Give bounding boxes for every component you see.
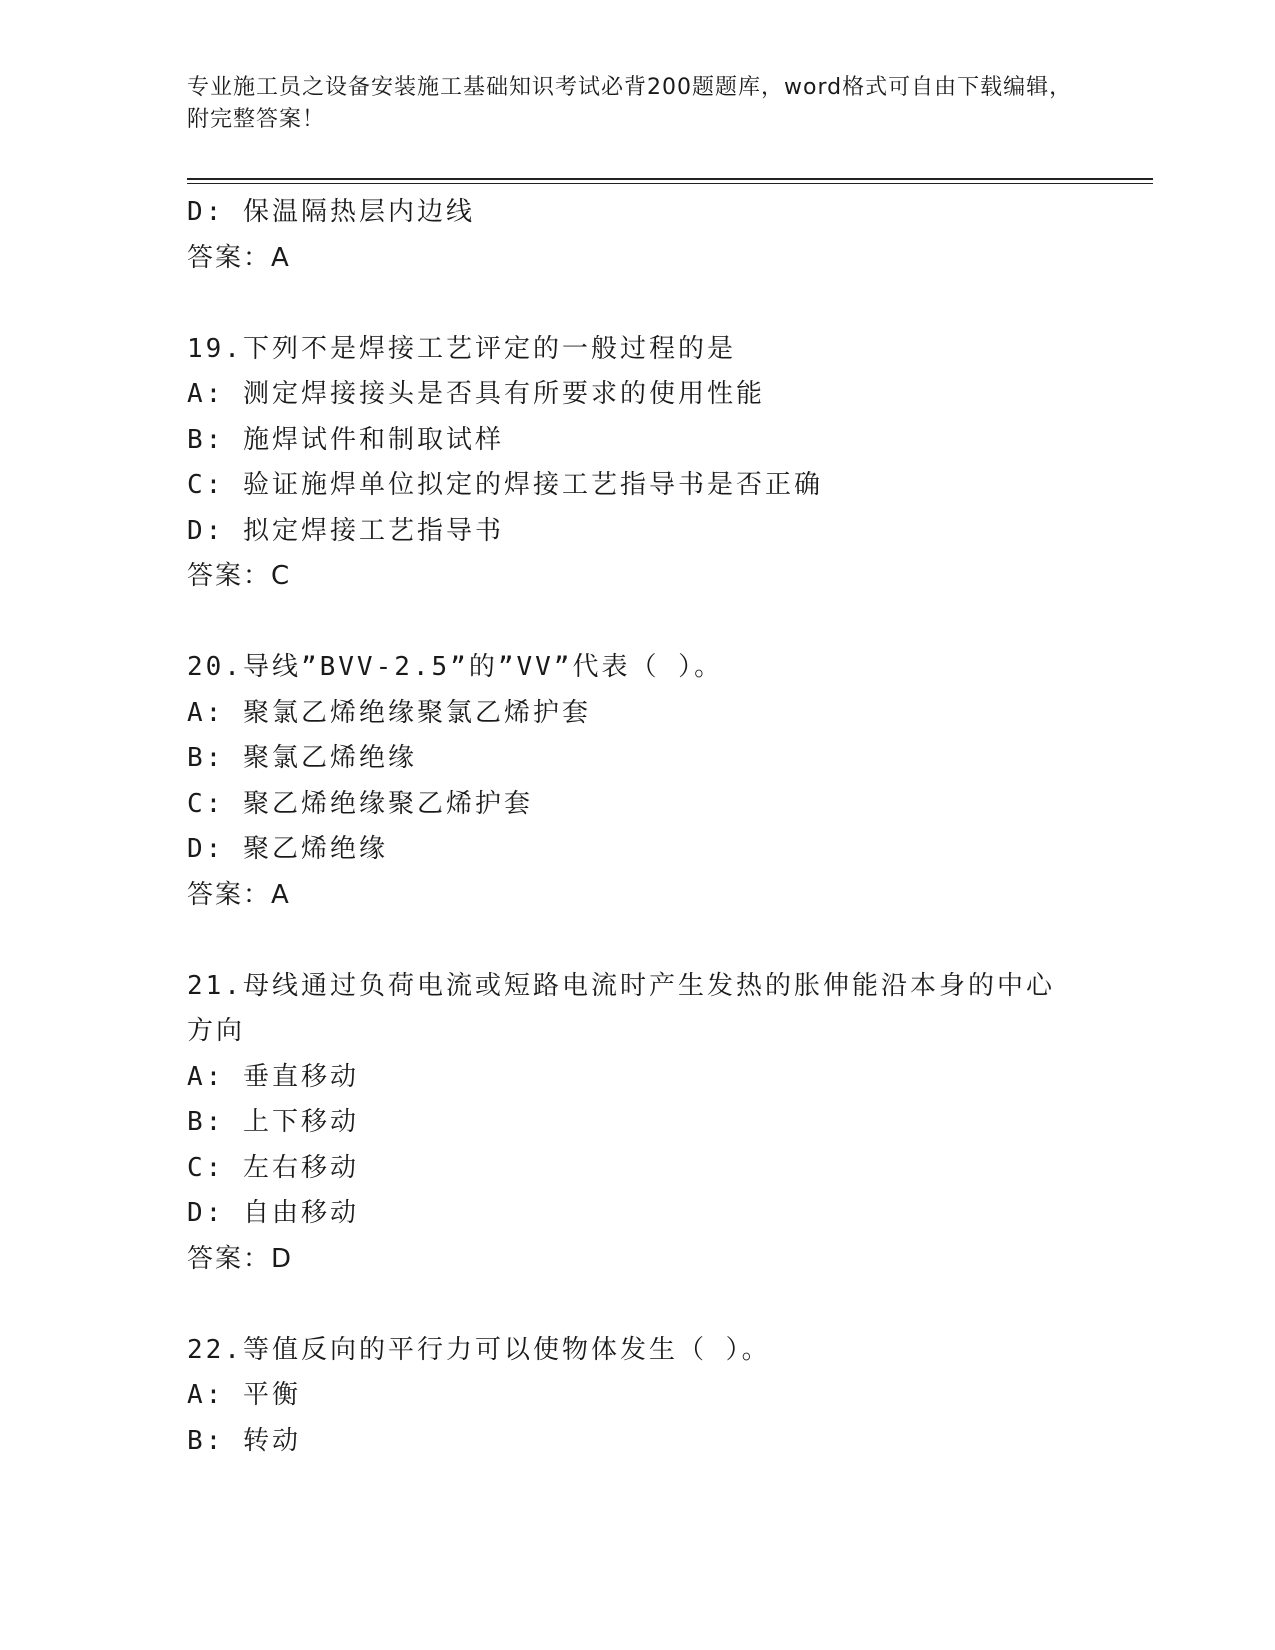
- option-b: B: 转动: [187, 1425, 301, 1456]
- answer: 答案：A: [187, 879, 291, 910]
- option-b: B: 聚氯乙烯绝缘: [187, 743, 417, 773]
- option-d: D: 自由移动: [187, 1198, 359, 1228]
- question-20: [187, 645, 1087, 918]
- option-c: C: 聚乙烯绝缘聚乙烯护套: [187, 788, 533, 819]
- option-a: A: 垂直移动: [187, 1061, 359, 1092]
- question-stem: 20.导线”BVV-2.5”的”VV”代表（ ）。: [187, 652, 724, 682]
- header-text: 专业施工员之设备安装施工基础知识考试必背200题题库，word格式可自由下载编辑，附完整答案！: [187, 75, 1073, 132]
- option-d: D: 聚乙烯绝缘: [187, 834, 388, 864]
- option-b: B: 上下移动: [187, 1107, 359, 1137]
- question-22: [187, 1328, 1087, 1465]
- option-b: B: 施焊试件和制取试样: [187, 424, 504, 455]
- option-d-fragment: D: 保温隔热层内边线: [187, 197, 475, 227]
- option-d: D: 拟定焊接工艺指导书: [187, 515, 504, 546]
- question-list: [187, 190, 1087, 1464]
- spacer: [187, 281, 1087, 327]
- answer-fragment: 答案：A: [187, 242, 291, 273]
- spacer: [187, 600, 1087, 646]
- question-21: [187, 964, 1087, 1283]
- question-stem: 21.母线通过负荷电流或短路电流时产生发热的胀伸能沿本身的中心方向: [187, 970, 1055, 1046]
- header-rule-thick: [187, 178, 1153, 180]
- answer: 答案：D: [187, 1243, 294, 1274]
- option-c: C: 验证施焊单位拟定的焊接工艺指导书是否正确: [187, 470, 823, 500]
- header-rule-thin: [187, 183, 1153, 184]
- question-stem: 19.下列不是焊接工艺评定的一般过程的是: [187, 333, 736, 364]
- question-stem: 22.等值反向的平行力可以使物体发生（ ）。: [187, 1334, 771, 1365]
- option-c: C: 左右移动: [187, 1152, 359, 1183]
- option-a: A: 测定焊接接头是否具有所要求的使用性能: [187, 379, 765, 409]
- answer: 答案：C: [187, 561, 292, 591]
- document-header: [187, 72, 1077, 136]
- spacer: [187, 1282, 1087, 1328]
- option-a: A: 平衡: [187, 1380, 301, 1410]
- option-a: A: 聚氯乙烯绝缘聚氯乙烯护套: [187, 697, 591, 728]
- spacer: [187, 918, 1087, 964]
- question-19: [187, 327, 1087, 600]
